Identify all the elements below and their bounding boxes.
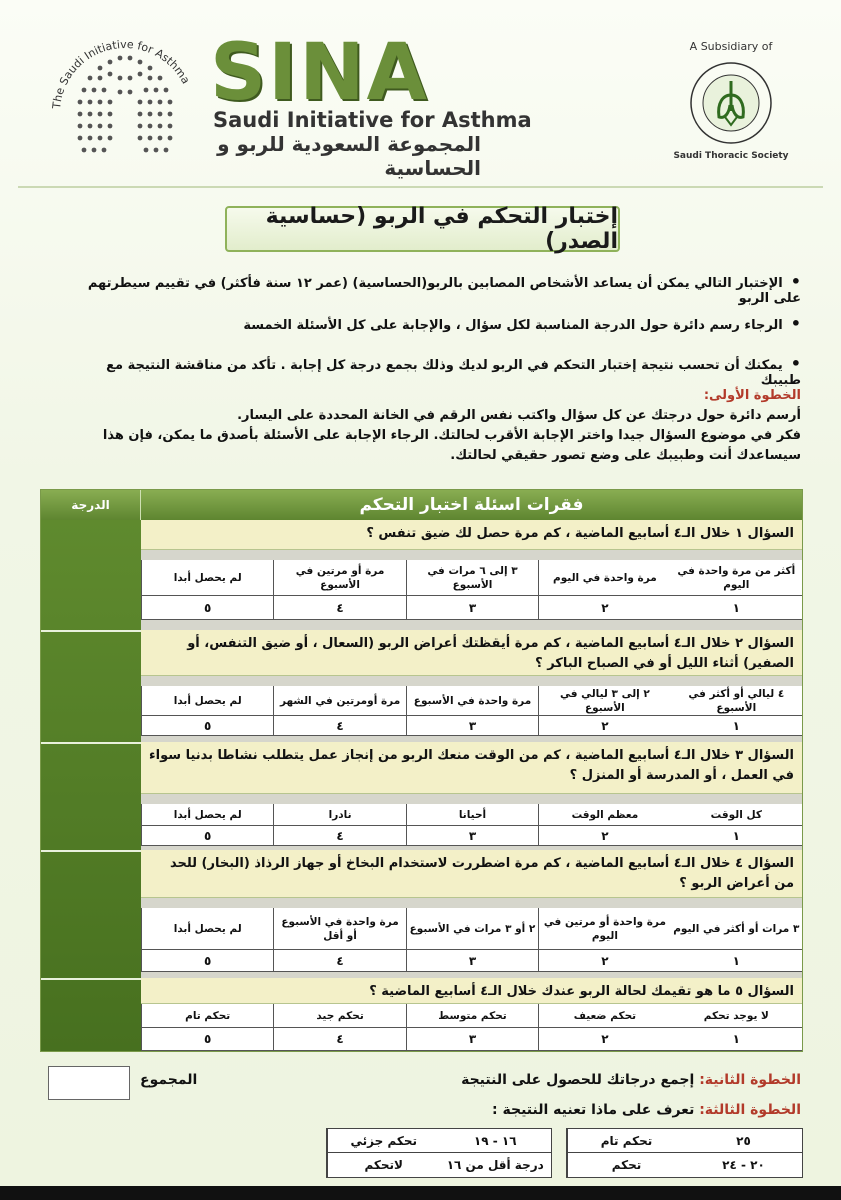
scores-row — [141, 826, 802, 846]
answer-option[interactable]: ٤ ليالي أو أكثر في الأسبوع — [671, 686, 802, 716]
society-name: Saudi Thoracic Society — [673, 151, 789, 161]
score-value[interactable]: ١ — [671, 716, 802, 736]
answer-option[interactable]: ٣ مرات أو أكثر في اليوم — [671, 908, 802, 950]
score-value[interactable]: ١ — [671, 950, 802, 972]
step1-line-1: أرسم دائرة حول درجتك عن كل سؤال واكتب نفس الرقم في الخانة المحددة على اليسار. — [237, 408, 801, 423]
score-column — [41, 520, 141, 1051]
step1-label: الخطوة الأولى: — [703, 388, 801, 403]
score-divider — [41, 742, 141, 744]
answer-option[interactable]: مرة واحدة أو مرتين في اليوم — [538, 908, 670, 950]
answer-option[interactable]: كل الوقت — [671, 804, 802, 826]
score-value[interactable]: ٣ — [406, 826, 538, 846]
score-value[interactable]: ٥ — [141, 826, 273, 846]
score-value[interactable]: ٣ — [406, 716, 538, 736]
score-value[interactable]: ٣ — [406, 950, 538, 972]
result-range: ١٦ - ١٩ — [473, 1133, 517, 1148]
score-value[interactable]: ٤ — [273, 826, 405, 846]
total-label: المجموع — [140, 1072, 198, 1088]
score-value[interactable]: ٤ — [273, 1028, 405, 1051]
options-row — [141, 560, 802, 596]
question-4 — [141, 850, 802, 978]
answer-option[interactable]: لا يوجد تحكم — [671, 1004, 802, 1028]
question-text: السؤال ١ خلال الـ٤ أسابيع الماضية ، كم مرة حصل لك ضيق تنفس ؟ — [141, 520, 802, 550]
table-header — [41, 490, 802, 520]
score-column-header: الدرجة — [41, 490, 141, 520]
result-row — [327, 1129, 551, 1153]
result-meaning: تحكم تام — [567, 1129, 685, 1152]
spacer-row — [141, 676, 802, 686]
step2-label: الخطوة الثانية: — [699, 1072, 801, 1088]
answer-option[interactable]: مرة أومرتين في الشهر — [273, 686, 405, 716]
score-value[interactable]: ٢ — [538, 1028, 670, 1051]
step3-text: تعرف على ماذا تعنيه النتيجة : — [492, 1102, 695, 1118]
score-value[interactable]: ٤ — [273, 596, 405, 620]
step1-label-line — [101, 388, 801, 403]
question-text: السؤال ٤ خلال الـ٤ أسابيع الماضية ، كم مرة اضطررت لاستخدام البخاخ أو جهاز الرذاذ (البخار) للحد من أعراض الربو ؟ — [141, 850, 802, 898]
sina-lungs-logo — [40, 18, 210, 178]
bullet-1: •الإختبار التالي يمكن أن يساعد الأشخاص المصابين بالربو(الحساسية) (عمر ١٢ سنة فأكثر) في تقييم سيطرتهم على الربو — [87, 272, 801, 306]
result-range: ٢٠ - ٢٤ — [722, 1158, 765, 1172]
brand-arabic-name: المجموعة السعودية للربو و الحساسية — [217, 132, 481, 180]
answer-option[interactable]: تحكم متوسط — [406, 1004, 538, 1028]
question-5 — [141, 978, 802, 1051]
scores-row — [141, 596, 802, 620]
header-divider — [18, 186, 823, 188]
answer-option[interactable]: تحكم تام — [141, 1004, 273, 1028]
score-value[interactable]: ٣ — [406, 1028, 538, 1051]
result-range: ٢٥ — [736, 1133, 751, 1148]
step1-line-3: سيساعدك أنت وطبيبك على وضع تصور حقيقي لحالتك. — [450, 448, 801, 463]
step2 — [461, 1072, 801, 1088]
answer-option[interactable]: لم يحصل أبدا — [141, 560, 273, 596]
question-2 — [141, 630, 802, 742]
score-value[interactable]: ٥ — [141, 596, 273, 620]
score-value[interactable]: ٥ — [141, 1028, 273, 1051]
result-meaning: تحكم — [567, 1153, 685, 1177]
score-value[interactable]: ٥ — [141, 716, 273, 736]
score-value[interactable]: ٥ — [141, 950, 273, 972]
header — [0, 0, 841, 185]
bullet-text: يمكنك أن تحسب نتيجة إختبار التحكم في الربو لديك وذلك بجمع درجة كل إجابة . تأكد من مناقشة النتيجة مع طبيبك — [106, 358, 801, 388]
question-text: السؤال ٣ خلال الـ٤ أسابيع الماضية ، كم من الوقت منعك الربو من إنجاز عمل يتطلب نشاطا بدنيا سواء في العمل ، أو المدرسة أو المنزل ؟ — [141, 742, 802, 794]
page-title: إختبار التحكم في الربو (حساسية الصدر) — [225, 206, 620, 252]
answer-option[interactable]: أكثر من مرة واحدة في اليوم — [671, 560, 802, 596]
bullet-2: •الرجاء رسم دائرة حول الدرجة المناسبة لكل سؤال ، والإجابة على كل الأسئلة الخمسة — [243, 314, 801, 333]
score-divider — [41, 978, 141, 980]
score-value[interactable]: ٣ — [406, 596, 538, 620]
score-value[interactable]: ١ — [671, 826, 802, 846]
score-divider — [41, 630, 141, 632]
scores-row — [141, 716, 802, 736]
score-value[interactable]: ٢ — [538, 596, 670, 620]
answer-option[interactable]: أحيانا — [406, 804, 538, 826]
answer-option[interactable]: لم يحصل أبدا — [141, 908, 273, 950]
answer-option[interactable]: ٣ إلى ٦ مرات في الأسبوع — [406, 560, 538, 596]
options-row — [141, 1004, 802, 1028]
score-value[interactable]: ٤ — [273, 950, 405, 972]
results-table-left — [326, 1128, 552, 1178]
step3-label: الخطوة الثالثة: — [699, 1102, 801, 1118]
question-1 — [141, 520, 802, 630]
answer-option[interactable]: مرة واحدة في الأسبوع أو أقل — [273, 908, 405, 950]
score-value[interactable]: ١ — [671, 596, 802, 620]
question-text: السؤال ٥ ما هو تقيمك لحالة الربو عندك خلال الـ٤ أسابيع الماضية ؟ — [141, 978, 802, 1004]
score-value[interactable]: ١ — [671, 1028, 802, 1051]
spacer-row — [141, 794, 802, 804]
score-value[interactable]: ٢ — [538, 826, 670, 846]
score-divider — [41, 850, 141, 852]
answer-option[interactable]: مرة واحدة في اليوم — [538, 560, 670, 596]
step2-text: إجمع درجاتك للحصول على النتيجة — [461, 1072, 695, 1088]
result-row — [567, 1129, 802, 1153]
answer-option[interactable]: لم يحصل أبدا — [141, 686, 273, 716]
step3 — [492, 1102, 801, 1118]
answer-option[interactable]: ٢ أو ٣ مرات في الأسبوع — [406, 908, 538, 950]
questions-column-header: فقرات اسئلة اختبار التحكم — [359, 495, 584, 515]
result-meaning: لاتحكم — [327, 1153, 440, 1177]
score-value[interactable]: ٢ — [538, 716, 670, 736]
result-row — [327, 1153, 551, 1177]
options-row — [141, 908, 802, 950]
answer-option[interactable]: معظم الوقت — [538, 804, 670, 826]
step1-line-2: فكر في موضوع السؤال جيدا واختر الإجابة الأقرب لحالتك. الرجاء الإجابة على الأسئلة بأصدق ما يمكن، فإن هذا — [102, 428, 801, 443]
spacer-row — [141, 898, 802, 908]
answer-option[interactable]: مرة واحدة في الأسبوع — [406, 686, 538, 716]
bullet-text: الإختبار التالي يمكن أن يساعد الأشخاص المصابين بالربو(الحساسية) (عمر ١٢ سنة فأكثر) في تقييم سيطرتهم على الربو — [87, 276, 801, 306]
answer-option[interactable]: تحكم ضعيف — [538, 1004, 670, 1028]
subsidiary-label: A Subsidiary of — [689, 40, 773, 53]
answer-option[interactable]: تحكم جيد — [273, 1004, 405, 1028]
total-score-box[interactable] — [48, 1066, 130, 1100]
answer-option[interactable]: مرة أو مرتين في الأسبوع — [273, 560, 405, 596]
asthma-control-table — [40, 489, 803, 1052]
question-3 — [141, 742, 802, 850]
subsidiary-block — [671, 40, 791, 161]
options-row — [141, 686, 802, 716]
options-row — [141, 804, 802, 826]
result-range: درجة أقل من ١٦ — [446, 1158, 544, 1172]
logo-ring-text: The Saudi Initiative for Asthma — [50, 37, 193, 110]
brand-english-name: Saudi Initiative for Asthma — [213, 108, 532, 132]
thoracic-society-logo — [687, 59, 775, 147]
results-table-right — [566, 1128, 803, 1178]
answer-option[interactable]: نادرا — [273, 804, 405, 826]
question-text: السؤال ٢ خلال الـ٤ أسابيع الماضية ، كم مرة أيقظتك أعراض الربو (السعال ، أو ضيق التنفس، أو الصفير) أثناء الليل أو في الصباح الباكر ؟ — [141, 630, 802, 676]
result-row — [567, 1153, 802, 1177]
spacer-row — [141, 620, 802, 630]
spacer-row — [141, 550, 802, 560]
brand-wordmark: SINA — [210, 28, 429, 118]
answer-option[interactable]: لم يحصل أبدا — [141, 804, 273, 826]
score-value[interactable]: ٢ — [538, 950, 670, 972]
score-value[interactable]: ٤ — [273, 716, 405, 736]
scores-row — [141, 1028, 802, 1051]
bullet-3: •يمكنك أن تحسب نتيجة إختبار التحكم في الربو لديك وذلك بجمع درجة كل إجابة . تأكد من مناقشة النتيجة مع طبيبك — [106, 354, 801, 388]
bottom-edge — [0, 1186, 841, 1200]
bullet-text: الرجاء رسم دائرة حول الدرجة المناسبة لكل سؤال ، والإجابة على كل الأسئلة الخمسة — [243, 318, 783, 333]
answer-option[interactable]: ٢ إلى ٣ ليالي في الأسبوع — [538, 686, 670, 716]
scores-row — [141, 950, 802, 972]
result-meaning: تحكم جزئي — [327, 1129, 440, 1152]
